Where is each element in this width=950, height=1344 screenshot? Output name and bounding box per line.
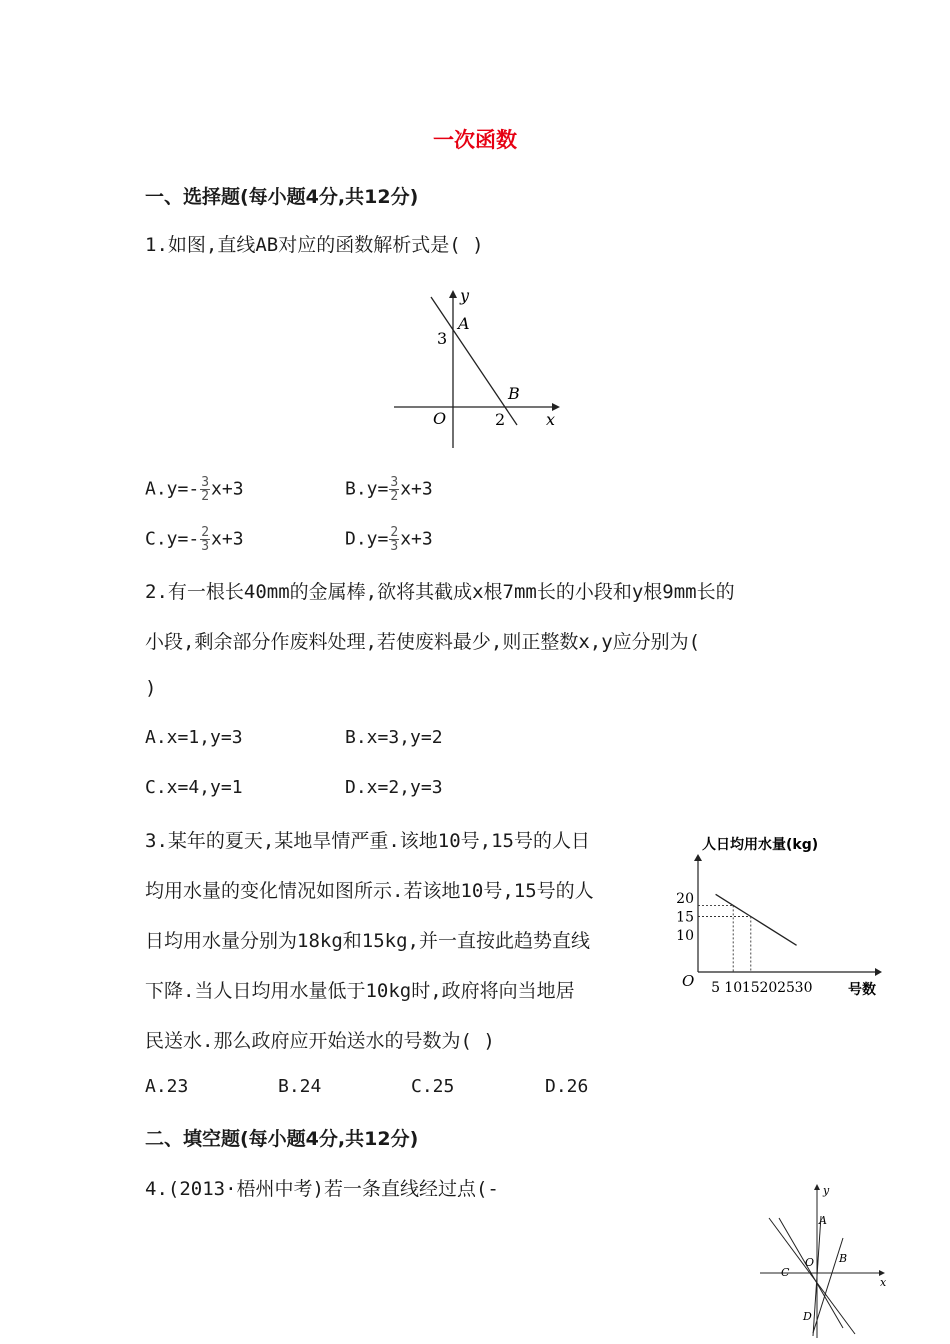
question-1-graph [380,280,570,450]
y-tick-label-15: 15 [676,909,694,926]
q4-y-label: y [823,1184,830,1197]
x-tick-label-30: 30 [794,980,813,996]
section-heading-fill-in: 二、填空题(每小题4分,共12分) [145,1128,419,1150]
option-2b: B.x=3,y=2 [345,727,443,748]
y-axis-label: y [460,286,470,305]
chart-y-axis-arrow-icon [694,854,702,861]
q4-point-c-label: C [781,1266,790,1279]
option-3c: C.25 [411,1076,455,1097]
y-tick-label-10: 10 [676,928,694,944]
x-tick-label-5: 5 [711,980,721,996]
chart-x-label: 号数 [848,982,876,998]
chart-origin-label: O [682,972,695,990]
section-heading-choice: 一、选择题(每小题4分,共12分) [145,186,419,208]
water-usage-chart [676,828,895,1003]
question-3-line-3: 日均用水量分别为18kg和15kg,并一直按此趋势直线 [145,930,590,952]
option-3a: A.23 [145,1076,189,1097]
question-2-line-2: 小段,剩余部分作废料处理,若使废料最少,则正整数x,y应分别为( [145,631,701,653]
question-3-line-4: 下降.当人日均用水量低于10kg时,政府将向当地居 [145,980,575,1002]
question-3-line-5: 民送水.那么政府应开始送水的号数为( ) [145,1030,495,1052]
option-3b: B.24 [278,1076,322,1097]
q4-origin-label: O [805,1256,815,1269]
page-title: 一次函数 [433,128,517,152]
series-line-0 [716,894,797,945]
question-3-line-1: 3.某年的夏天,某地旱情严重.该地10号,15号的人日 [145,830,590,852]
origin-label: O [433,409,447,428]
line-ab [431,297,517,425]
x-tick-label-25: 25 [777,980,795,996]
option-1d: D.y= $\frac{2}{3}$ x+3 [345,525,433,554]
option-3d: D.26 [545,1076,589,1097]
x-tick-label-20: 20 [759,980,778,996]
x-tick-label-10: 10 [724,980,743,996]
option-2a: A.x=1,y=3 [145,727,243,748]
option-1a: A.y=- $\frac{3}{2}$ x+3 [145,475,244,504]
point-a-label: A [458,314,470,333]
q4-point-d-label: D [803,1310,812,1323]
question-4-stem: 4.(2013·梧州中考)若一条直线经过点(- [145,1178,499,1200]
option-2d: D.x=2,y=3 [345,777,443,798]
option-2c: C.x=4,y=1 [145,777,243,798]
point-b-label: B [508,384,520,403]
option-1b: B.y= $\frac{3}{2}$ x+3 [345,475,433,504]
question-1-stem: 1.如图,直线AB对应的函数解析式是( ) [145,234,484,256]
y-tick-3: 3 [437,329,448,348]
question-2-line-3: ) [145,677,157,699]
chart-x-axis-arrow-icon [875,968,882,976]
option-1c: C.y=- $\frac{2}{3}$ x+3 [145,525,244,554]
question-3-line-2: 均用水量的变化情况如图所示.若该地10号,15号的人 [145,880,594,902]
x-tick-2: 2 [495,410,506,429]
x-tick-label-15: 15 [741,980,760,996]
q4-point-b-label: B [839,1252,848,1265]
y-axis-arrow-icon [449,290,457,298]
question-4-graph [755,1178,895,1338]
q4-y-axis-arrow-icon [814,1184,820,1190]
q4-x-label: x [880,1276,887,1289]
question-2-line-1: 2.有一根长40mm的金属棒,欲将其截成x根7mm长的小段和y根9mm长的 [145,581,735,603]
x-axis-label: x [546,410,556,429]
chart-title: 人日均用水量(kg) [702,837,819,853]
y-tick-label-20: 20 [676,891,694,907]
q4-point-a-label: A [819,1214,827,1227]
